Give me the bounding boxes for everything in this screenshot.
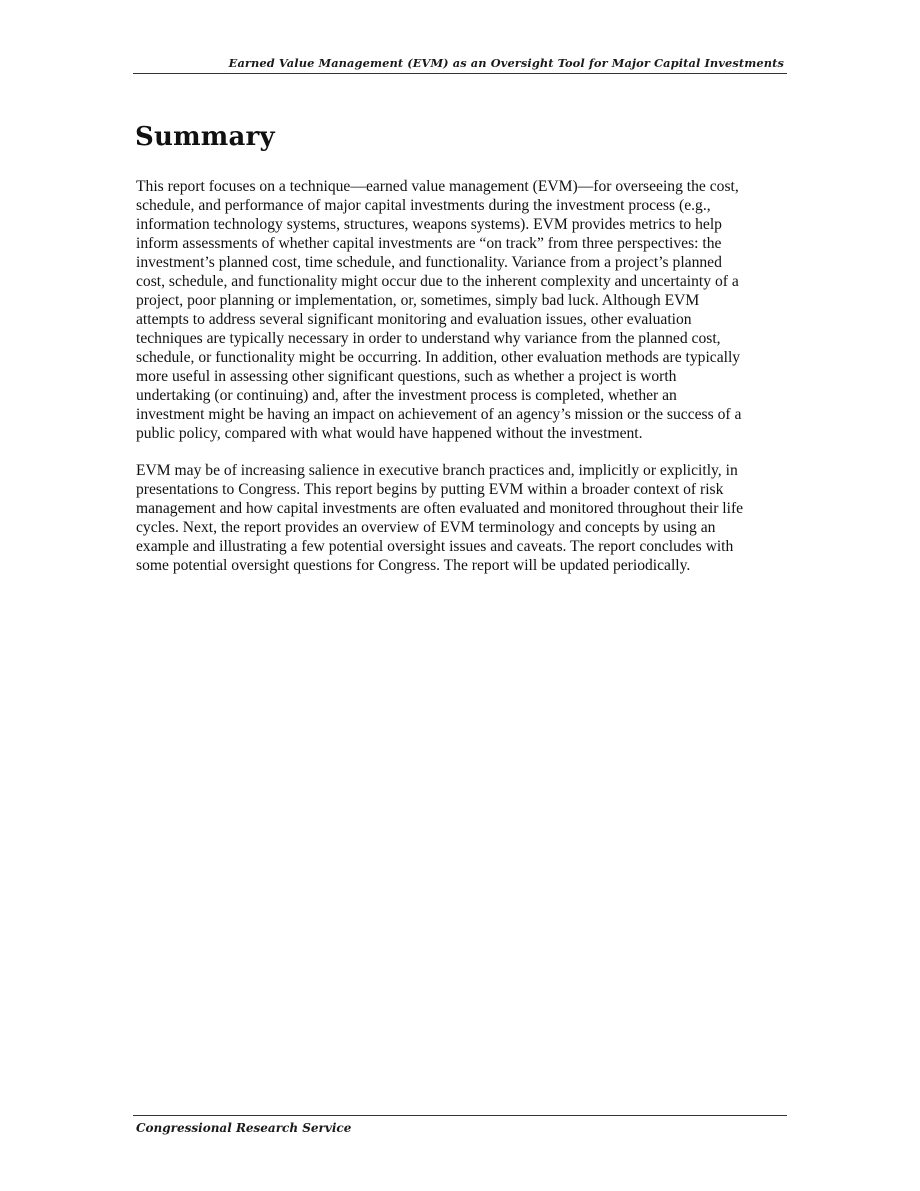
text-line: example and illustrating a few potential oversight issues and caveats. The report concludes with: [136, 538, 734, 555]
text-line: EVM may be of increasing salience in executive branch practices and, implicitly or explicitly, in: [136, 462, 738, 479]
text-line: This report focuses on a technique—earned value management (EVM)—for overseeing the cost,: [136, 178, 739, 195]
page-title: Summary: [135, 122, 275, 152]
text-line: schedule, or functionality might be occurring. In addition, other evaluation methods are typically: [136, 349, 741, 366]
running-header-title: Earned Value Management (EVM) as an Oversight Tool for Major Capital Investments: [228, 56, 784, 70]
text-line: cost, schedule, and functionality might occur due to the inherent complexity and uncertainty of a: [136, 273, 739, 290]
text-line: schedule, and performance of major capital investments during the investment process (e.g.,: [136, 197, 711, 214]
summary-body: [136, 177, 786, 593]
text-line: more useful in assessing other significant questions, such as whether a project is worth: [136, 368, 677, 385]
text-line: management and how capital investments are often evaluated and monitored throughout their life: [136, 500, 744, 517]
footer-source: Congressional Research Service: [136, 1121, 352, 1135]
summary-paragraph-2: [136, 461, 786, 575]
text-line: project, poor planning or implementation, or, sometimes, simply bad luck. Although EVM: [136, 292, 700, 309]
running-footer: [133, 1115, 787, 1135]
text-line: undertaking (or continuing) and, after the investment process is completed, whether an: [136, 387, 677, 404]
text-line: investment might be having an impact on achievement of an agency’s mission or the success of a: [136, 406, 742, 423]
text-line: techniques are typically necessary in order to understand why variance from the planned cost,: [136, 330, 721, 347]
running-header: [133, 55, 787, 74]
summary-paragraph-1: [136, 177, 786, 443]
text-line: information technology systems, structures, weapons systems). EVM provides metrics to help: [136, 216, 722, 233]
text-line: some potential oversight questions for Congress. The report will be updated periodically.: [136, 557, 691, 574]
text-line: cycles. Next, the report provides an overview of EVM terminology and concepts by using an: [136, 519, 716, 536]
text-line: investment’s planned cost, time schedule, and functionality. Variance from a project’s planned: [136, 254, 722, 271]
text-line: inform assessments of whether capital investments are “on track” from three perspectives: the: [136, 235, 722, 252]
text-line: presentations to Congress. This report begins by putting EVM within a broader context of risk: [136, 481, 724, 498]
text-line: attempts to address several significant monitoring and evaluation issues, other evaluation: [136, 311, 692, 328]
text-line: public policy, compared with what would have happened without the investment.: [136, 425, 643, 442]
